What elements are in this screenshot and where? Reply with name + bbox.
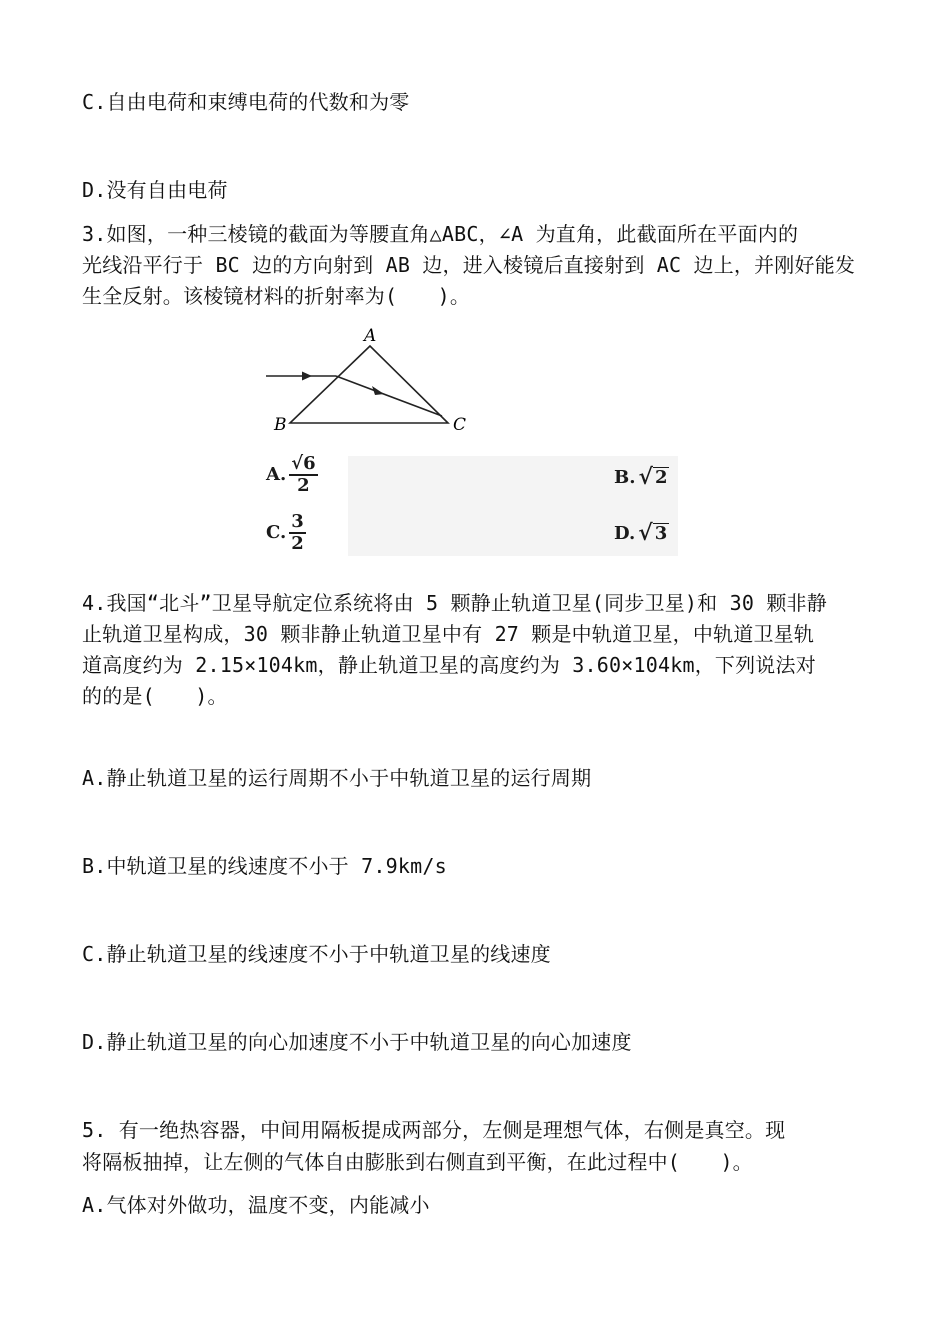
question-5-line-2: 将隔板抽掉，让左侧的气体自由膨胀到右侧直到平衡，在此过程中( )。 bbox=[82, 1150, 753, 1174]
question-5-line-1: 5. 有一绝热容器，中间用隔板提成两部分，左侧是理想气体，右侧是真空。现 bbox=[82, 1118, 786, 1142]
option-d-sqrt bbox=[638, 522, 669, 544]
ray-arrow-1 bbox=[302, 372, 312, 381]
option-b-label: B. bbox=[614, 466, 636, 488]
option-c-label: C. bbox=[266, 522, 287, 544]
option-a-fraction bbox=[289, 454, 317, 496]
vertex-b-label: B bbox=[274, 415, 287, 435]
question-4-line-4: 的的是( )。 bbox=[82, 684, 228, 708]
refracted-ray bbox=[336, 376, 442, 416]
question-5-option-a: A.气体对外做功，温度不变，内能减小 bbox=[82, 1193, 430, 1217]
option-b-sqrt bbox=[638, 466, 669, 488]
option-a-numerator: √6 bbox=[291, 453, 316, 474]
option-b-radicand: 2 bbox=[654, 467, 668, 488]
vertex-a-label: A bbox=[364, 326, 377, 346]
option-c-fraction bbox=[289, 512, 306, 554]
line-q2-option-c: C.自由电荷和束缚电荷的代数和为零 bbox=[82, 90, 410, 114]
question-3-line-2: 光线沿平行于 BC 边的方向射到 AB 边，进入棱镜后直接射到 AC 边上，并刚好能发 bbox=[82, 253, 856, 277]
question-4-line-2: 止轨道卫星构成，30 颗非静止轨道卫星中有 27 颗是中轨道卫星，中轨道卫星轨 bbox=[82, 622, 815, 646]
option-a-label: A. bbox=[266, 464, 287, 486]
question-4-line-3: 道高度约为 2.15×104km，静止轨道卫星的高度约为 3.60×104km，下列说法对 bbox=[82, 653, 816, 677]
option-c-numerator: 3 bbox=[291, 511, 304, 532]
option-b bbox=[614, 466, 669, 488]
option-a bbox=[266, 454, 318, 496]
question-4-option-d: D.静止轨道卫星的向心加速度不小于中轨道卫星的向心加速度 bbox=[82, 1030, 632, 1054]
question-4-option-a: A.静止轨道卫星的运行周期不小于中轨道卫星的运行周期 bbox=[82, 766, 592, 790]
question-3-line-1: 3.如图，一种三棱镜的截面为等腰直角△ABC，∠A 为直角，此截面所在平面内的 bbox=[82, 222, 799, 246]
line-q2-option-d: D.没有自由电荷 bbox=[82, 178, 228, 202]
option-d-label: D. bbox=[614, 522, 636, 544]
option-d bbox=[614, 522, 669, 544]
radical-icon: √ bbox=[638, 520, 653, 546]
option-d-radicand: 3 bbox=[654, 523, 668, 544]
question-4-option-c: C.静止轨道卫星的线速度不小于中轨道卫星的线速度 bbox=[82, 942, 551, 966]
question-4-line-1: 4.我国“北斗”卫星导航定位系统将由 5 颗静止轨道卫星(同步卫星)和 30 颗非静 bbox=[82, 591, 827, 615]
ray-arrow-2 bbox=[372, 386, 384, 395]
prism-figure bbox=[258, 326, 688, 558]
radical-icon: √ bbox=[638, 464, 653, 490]
triangle-abc bbox=[290, 346, 448, 423]
vertex-c-label: C bbox=[453, 415, 467, 435]
option-c-denominator: 2 bbox=[291, 532, 304, 554]
option-c bbox=[266, 512, 306, 554]
question-4-option-b: B.中轨道卫星的线速度不小于 7.9km/s bbox=[82, 854, 447, 878]
question-3-line-3: 生全反射。该棱镜材料的折射率为( )。 bbox=[82, 284, 471, 308]
option-a-denominator: 2 bbox=[297, 474, 310, 496]
